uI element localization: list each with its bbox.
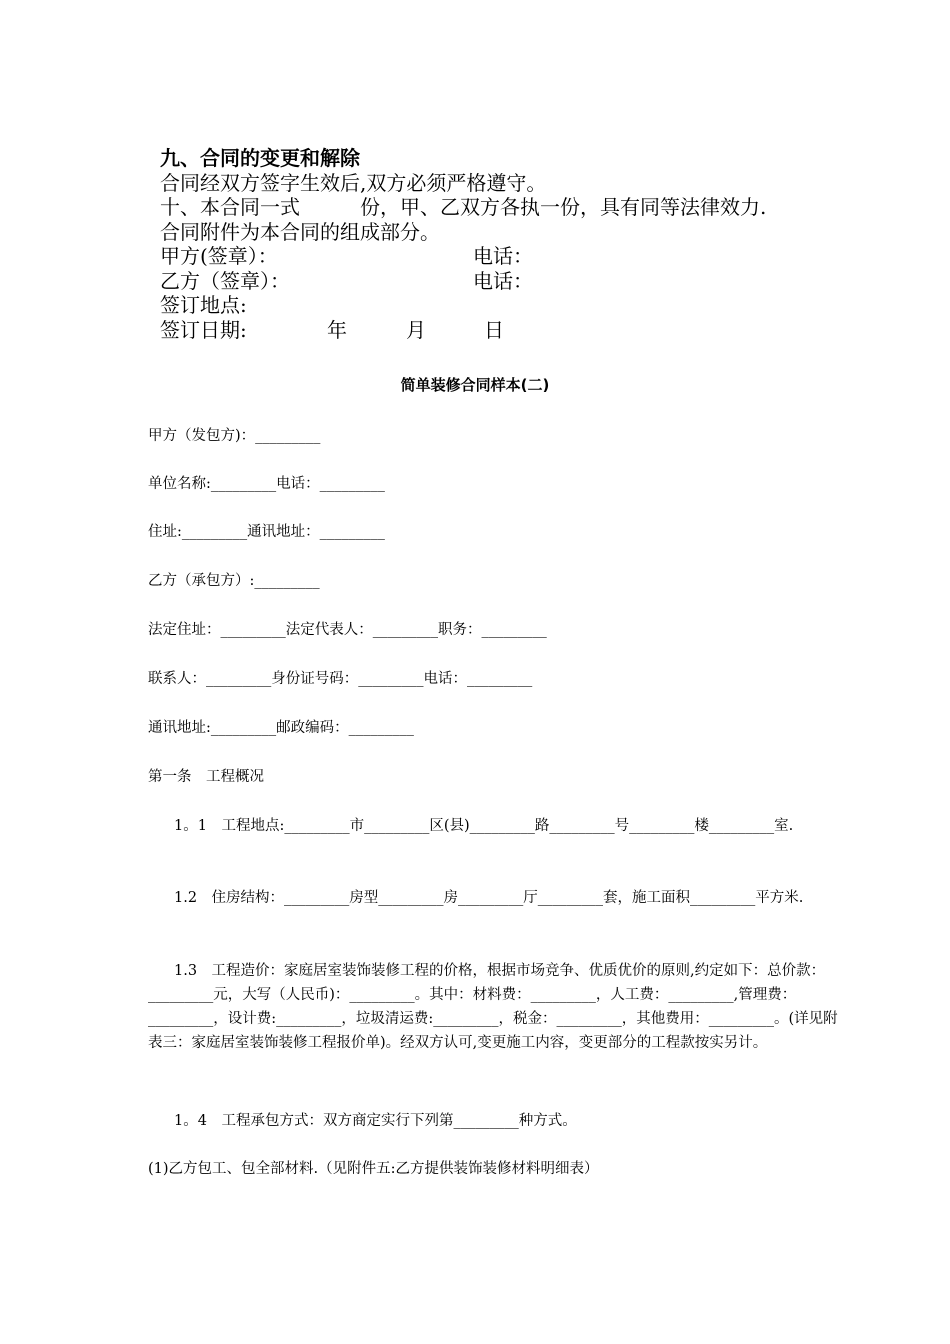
- clause-1-4: [148, 1109, 838, 1133]
- clause-1-1-text: 1。1 工程地点:_________市_________区(县)_________路_________号_________楼_________室.: [174, 818, 794, 834]
- clause-1-1: [148, 814, 838, 838]
- party-a-phone-label: 电话：: [473, 244, 533, 268]
- clause-1-4-text: 1。4 工程承包方式：双方商定实行下列第_________种方式。: [174, 1113, 577, 1129]
- clause-1-4-option-1: (1)乙方包工、包全部材料.（见附件五:乙方提供装饰装修材料明细表）: [148, 1161, 599, 1177]
- article-1-heading: 第一条 工程概况: [148, 769, 264, 785]
- field-address: 住址:_________通讯地址：_________: [148, 524, 385, 540]
- section-heading-9: 九、合同的变更和解除: [160, 146, 360, 170]
- upper-line: 合同经双方签字生效后,双方必须严格遵守。: [160, 170, 547, 195]
- upper-line: 十、本合同一式 份，甲、乙双方各执一份，具有同等法律效力.: [160, 195, 767, 219]
- clause-1-3: [148, 959, 838, 1055]
- field-party-b: 乙方（承包方）:_________: [148, 573, 320, 589]
- field-contact: 联系人：_________身份证号码：_________电话：_________: [148, 671, 533, 687]
- signing-date-label: 签订日期:: [160, 317, 247, 342]
- clause-1-2: [148, 886, 838, 910]
- year-label: 年: [327, 317, 347, 342]
- party-a-signature-label: 甲方(签章）：: [160, 244, 278, 268]
- party-a-signature-row: [160, 244, 860, 269]
- party-b-signature-label: 乙方（签章）：: [160, 268, 290, 293]
- signing-place: 签订地点:: [160, 293, 247, 317]
- document-title: 简单装修合同样本(二): [400, 376, 550, 394]
- upper-line: 合同附件为本合同的组成部分。: [160, 219, 440, 244]
- field-unit-name: 单位名称:_________电话：_________: [148, 476, 385, 492]
- clause-1-3-text: 1.3 工程造价：家庭居室装饰装修工程的价格，根据市场竞争、优质优价的原则,约定如下：总价款：_________元，大写（人民币)：_________。其中：材料费：_________，人工费：_________,管理费：_________，设计费:_________，垃圾清运费:_________，税金：_________，其他费用：_________。(详见附表三：家庭居室装饰装修工程报价单)。经双方认可,变更施工内容，变更部分的工程款按实另计。: [148, 963, 838, 1051]
- party-b-phone-label: 电话：: [473, 268, 533, 293]
- field-legal-address: 法定住址：_________法定代表人：_________职务：_________: [148, 622, 547, 638]
- clause-1-2-text: 1.2 住房结构：_________房型_________房_________厅_________套，施工面积_________平方米.: [174, 890, 804, 906]
- month-label: 月: [406, 317, 426, 342]
- party-b-signature-row: [160, 269, 860, 294]
- signing-date-row: [160, 318, 860, 343]
- field-party-a: 甲方（发包方)：_________: [148, 428, 321, 444]
- upper-section: [160, 146, 860, 342]
- field-mailing-address: 通讯地址:_________邮政编码：_________: [148, 720, 414, 736]
- day-label: 日: [484, 317, 504, 342]
